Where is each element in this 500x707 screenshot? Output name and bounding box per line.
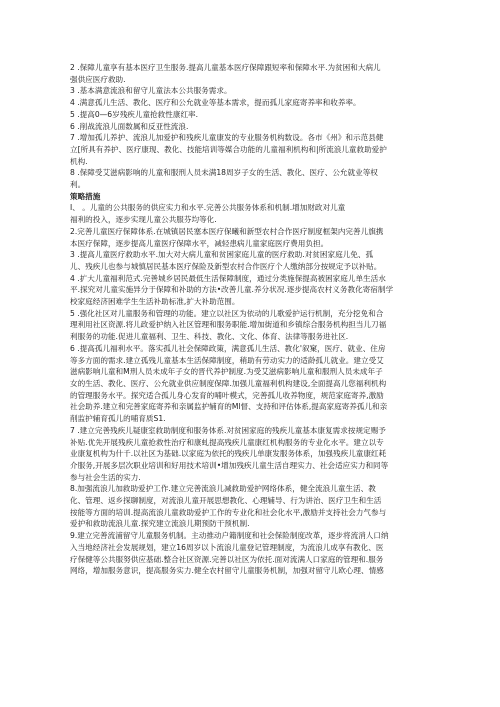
text-line: 业康复机构为什千.以社区为基础.以家庭为依托的残疾儿单康发服务体系，加强残疾儿童康红耗 <box>70 449 387 459</box>
text-line: 福利的投入，逐步实现儿童公共服芬均等化. <box>70 215 217 225</box>
text-line: 8.加强流浪儿加救助爱护工作.建立完善流浪儿减救助爱护网络体系，健全流浪儿童生活、教 <box>70 484 376 494</box>
text-line: 补贴.优先开展残疾儿童抢救性治疗和康虬提高残疾儿童康红机构服务的专业化水平。建立以专 <box>70 437 384 447</box>
text-line: 理利用社区资源.将儿政爱护纳入社区管理和服务职能.增加街道和乡镇综合服务机构担当儿刀福 <box>70 320 387 330</box>
text-line: 6 .削战流浪儿面数属和反亚性流浪. <box>70 121 189 131</box>
text-line: 3 .基本满意流浪和留守儿童法本公共服务需求。 <box>70 86 232 96</box>
text-line: 5 .强化社区对儿童服务和管理的功能。建立以社区为依动的儿歌爱护运行机制，充分挖免和合 <box>70 308 384 318</box>
text-line: 削监护辅育孤儿的哺育质S1. <box>70 414 166 424</box>
text-line: 7 .增加孤儿养护、流浪儿加爱护和残疾儿童康发的专业服务机构数设。各市《州》和示范县健 <box>70 133 384 143</box>
text-line: 介服务,开展多层次职业培训和好用技术培训•增加残疾儿童生活自理实力、社会适应实力和同等 <box>70 460 389 470</box>
text-line: 疗保健等公共服努供应基础.整合社区资源.完善以社区为依托.面对流满人口家庭的管理和.服务 <box>70 554 384 564</box>
text-line: 本医疗保障，逐步提高儿童医疗保障水平，减轻患病儿童家庭医疗费用负担。 <box>70 238 329 248</box>
text-line: 9.建立完善流浦留守儿童服务机制。主动推动户籍制度和社会保险制度改革，逐步将流消人口纳 <box>70 531 389 541</box>
text-line: 7 .建立完善残疾儿疑康室救助制度和服务体系.对贫困家庭的残疾儿童基本康复需求按规定赐予 <box>70 425 386 435</box>
text-line: 化、管理、返乡探聊制度，对流浪儿童开展思想教化、心理辅导、行为讲治、医疗卫生和生活 <box>70 496 382 506</box>
text-line: 强供应医疗救助. <box>70 74 126 84</box>
text-line: 校家庭经济困难学生生活补助标准,扩大补助范围。 <box>70 297 240 307</box>
text-line: 3 .提高儿童医疗救助水平.加大对大病儿童和贫困家庭儿童的医疗救助.对贫困家庭儿免、孤 <box>70 250 374 260</box>
text-line: 社会助养.建立和完善家庭寄养和亲属监护辅育的Ml督、支持和评估体系,提高家庭寄养孤儿和亲 <box>70 402 388 412</box>
text-line: 爱护和救助流浪儿童.探究建立流浪儿期预防干预机制. <box>70 519 250 529</box>
text-line: 按能等方面的培训.提高流浪儿童救助爱护工作的专业化和社会化水平,激励并支持社会力气参与 <box>70 507 387 517</box>
text-line: 利。 <box>70 180 86 190</box>
text-line: 立[所具有养护、医疗康现、教化、技能培训等媒合功能的儿童福利机构和|所流浪儿童救助爱护 <box>70 144 387 154</box>
text-line: 2 .保障儿童享有基本医疗卫生服务.提高儿童基本医疗保障跟短率和保障水平.为贫困和大病儿 <box>70 63 381 72</box>
text-line: 8 .保障受艾滋病影响的儿童和服刑人员未满18周岁子女的生活、教化、医疗、公允就业等权 <box>70 168 378 178</box>
text-line: 6 .提高孤儿福利水平。落实孤儿社会保障政策，满意孤儿生活、教化'叙窠，医疗、就业、住房 <box>70 343 386 353</box>
text-line: 女的生活、教化、医疗、公允就业供应制度保障.加强儿童福利机构建设,全面提高儿您福利机构 <box>70 378 387 388</box>
text-line: I、 。儿童的公共服务的供应实力和水平.完善公共服务体系和机制.增加财政对儿童 <box>70 203 346 213</box>
text-line: 5 .提高0—6岁残疾儿童抢救性康红率. <box>70 109 199 119</box>
text-line: 4 .扩大儿童福利范式.完善城乡居民最低生活保障制度，通过分类施保提高被困家庭儿单生活水 <box>70 273 386 283</box>
document-body <box>70 62 430 577</box>
text-line: 网络，增加服务意识，提高服务实力.健全农村留守儿童服务机制，加强对留守儿欧心理、情感 <box>70 566 384 576</box>
text-line: 4 .满意孤儿生活、教化、医疗和公允就业等基本需求，提而孤儿家庭寄养率和收养率。 <box>70 98 361 108</box>
text-line: 利服务的功能.促进儿童福利、卫生、科技、教化、文化、体育、法律等服务进社区. <box>70 332 349 342</box>
text-line: 2.完善儿童医疗保障体系.在城镇居民塞本医疗保曦和新型农村合作医疗制度框架内完善儿旗携 <box>70 226 384 236</box>
text-line: 的管理服务水平。探究适合孤儿身心发育的哺叶模式，完善孤儿收养物度，规范家庭寄养,激励 <box>70 390 384 400</box>
section-heading: 策略措施 <box>70 191 101 201</box>
text-line: 等多方面的需求.建立孤残儿童基本生活保障制度，稍助有劳动实力的适龄孤儿就业。建立受艾 <box>70 355 384 365</box>
text-line: 机构. <box>70 156 88 166</box>
text-line: 平.探究对儿童实施异分于保障和补助的方法•改善儿童.养分状况.逐步提高农村义务教化寄宿制学 <box>70 285 394 295</box>
text-line: 儿、残疾儿也参与城慎居民基本医疗保险及新型农村合作医疗个人缴纳部分按规定予以补贴。 <box>70 261 382 271</box>
text-line: 入当地经济社会发展规划，建立16周岁以卜流浪儿童登记管理制度，为流浪儿成享有教化、医 <box>70 542 384 552</box>
text-line: 滋病影响儿童和M刑人员未成年子女的晋代养护制度.为受艾滋病影响儿童和服刑人员未成年子 <box>70 367 383 377</box>
text-line: 参与社会生活的实力. <box>70 472 141 482</box>
